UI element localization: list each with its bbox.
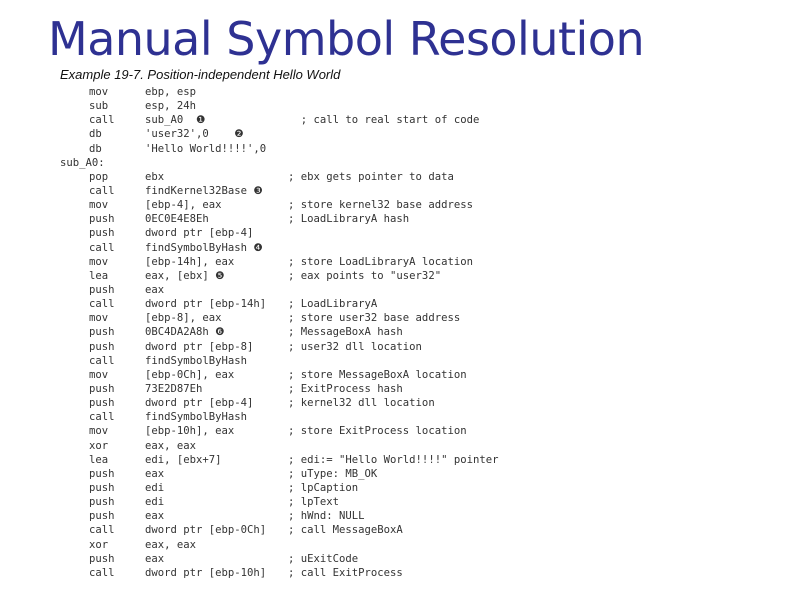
code-comment: ; lpText	[288, 496, 340, 509]
code-operands: findKernel32Base ❸	[145, 184, 263, 197]
code-comment: ; call ExitProcess	[288, 566, 403, 579]
code-comment: ; ebx gets pointer to data	[288, 170, 454, 183]
code-opcode: call	[89, 411, 115, 424]
code-operands: eax, eax	[145, 439, 197, 452]
code-operands: edi, [ebx+7]	[145, 453, 222, 466]
code-opcode: db	[89, 142, 102, 155]
code-opcode: mov	[89, 86, 109, 98]
code-opcode: push	[89, 326, 115, 339]
code-comment: ; MessageBoxA hash	[288, 326, 403, 339]
code-operands: [ebp-10h], eax	[145, 425, 235, 438]
code-operands: dword ptr [ebp-4]	[145, 397, 254, 410]
code-comment: ; call to real start of code	[288, 114, 480, 127]
code-comment: ; eax points to "user32"	[288, 269, 442, 282]
code-opcode: push	[89, 467, 115, 480]
code-opcode: mov	[89, 312, 109, 325]
example-caption: Example 19-7. Position-independent Hello World	[60, 67, 341, 82]
code-opcode: push	[89, 283, 115, 296]
code-opcode: lea	[89, 269, 109, 282]
code-opcode: push	[89, 397, 115, 410]
code-operands: [ebp-4], eax	[145, 199, 222, 212]
code-operands: findSymbolByHash	[145, 411, 248, 424]
code-opcode: push	[89, 340, 115, 353]
code-operands: eax	[145, 467, 165, 480]
code-comment: ; ExitProcess hash	[288, 382, 403, 395]
code-operands: 'Hello World!!!!',0	[145, 142, 267, 155]
code-opcode: pop	[89, 170, 109, 183]
code-operands: dword ptr [ebp-8]	[145, 340, 254, 353]
code-opcode: push	[89, 382, 115, 395]
code-operands: edi	[145, 481, 165, 494]
code-comment: ; store LoadLibraryA location	[288, 255, 473, 268]
code-comment: ; store kernel32 base address	[288, 199, 473, 212]
code-opcode: db	[89, 128, 102, 141]
code-comment: ; LoadLibraryA hash	[288, 213, 410, 226]
code-comment: ; edi:= "Hello World!!!!" pointer	[288, 453, 499, 466]
code-opcode: call	[89, 241, 115, 254]
code-opcode: call	[89, 298, 115, 311]
code-operands: 0BC4DA2A8h ❻	[145, 326, 225, 339]
code-operands: edi	[145, 496, 165, 509]
slide-title: Manual Symbol Resolution	[48, 12, 645, 66]
code-opcode: push	[89, 552, 115, 565]
code-operands: findSymbolByHash ❹	[145, 241, 263, 254]
code-comment: ; lpCaption	[288, 481, 359, 494]
code-opcode: push	[89, 213, 115, 226]
code-operands: 73E2D87Eh	[145, 382, 203, 395]
code-opcode: push	[89, 510, 115, 523]
code-comment: ; uType: MB_OK	[288, 467, 378, 480]
code-opcode: call	[89, 114, 115, 127]
code-operands: findSymbolByHash	[145, 354, 248, 367]
code-operands: ebx	[145, 170, 165, 183]
code-operands: [ebp-8], eax	[145, 312, 222, 325]
code-opcode: mov	[89, 425, 109, 438]
code-operands: eax, eax	[145, 538, 197, 551]
code-comment: ; hWnd: NULL	[288, 510, 365, 523]
code-opcode: sub	[89, 100, 109, 113]
code-comment: ; uExitCode	[288, 552, 359, 565]
code-opcode: call	[89, 354, 115, 367]
code-opcode: mov	[89, 199, 109, 212]
code-opcode: mov	[89, 368, 109, 381]
code-operands: dword ptr [ebp-10h]	[145, 566, 267, 579]
code-operands: sub_A0 ❶	[145, 114, 206, 127]
code-operands: dword ptr [ebp-0Ch]	[145, 524, 267, 537]
code-operands: eax	[145, 552, 165, 565]
code-opcode: xor	[89, 538, 109, 551]
code-opcode: push	[89, 496, 115, 509]
code-opcode: call	[89, 524, 115, 537]
code-operands: eax	[145, 283, 165, 296]
code-comment: ; kernel32 dll location	[288, 397, 435, 410]
code-operands: 'user32',0 ❷	[145, 128, 244, 141]
code-comment: ; user32 dll location	[288, 340, 422, 353]
code-operands: dword ptr [ebp-14h]	[145, 298, 267, 311]
code-opcode: push	[89, 227, 115, 240]
code-opcode: push	[89, 481, 115, 494]
code-opcode: call	[89, 566, 115, 579]
code-comment: ; store ExitProcess location	[288, 425, 467, 438]
code-comment: ; store MessageBoxA location	[288, 368, 467, 381]
code-opcode: xor	[89, 439, 109, 452]
code-label: sub_A0:	[60, 156, 105, 169]
code-comment: ; call MessageBoxA	[288, 524, 403, 537]
code-operands: ebp, esp	[145, 86, 197, 98]
code-opcode: mov	[89, 255, 109, 268]
code-opcode: lea	[89, 453, 109, 466]
code-comment: ; store user32 base address	[288, 312, 461, 325]
code-operands: eax, [ebx] ❺	[145, 269, 225, 282]
code-operands: [ebp-14h], eax	[145, 255, 235, 268]
code-operands: dword ptr [ebp-4]	[145, 227, 254, 240]
code-opcode: call	[89, 184, 115, 197]
code-operands: 0EC0E4E8Eh	[145, 213, 209, 226]
code-comment: ; LoadLibraryA	[288, 298, 378, 311]
code-operands: eax	[145, 510, 165, 523]
code-operands: esp, 24h	[145, 100, 197, 113]
code-operands: [ebp-0Ch], eax	[145, 368, 235, 381]
